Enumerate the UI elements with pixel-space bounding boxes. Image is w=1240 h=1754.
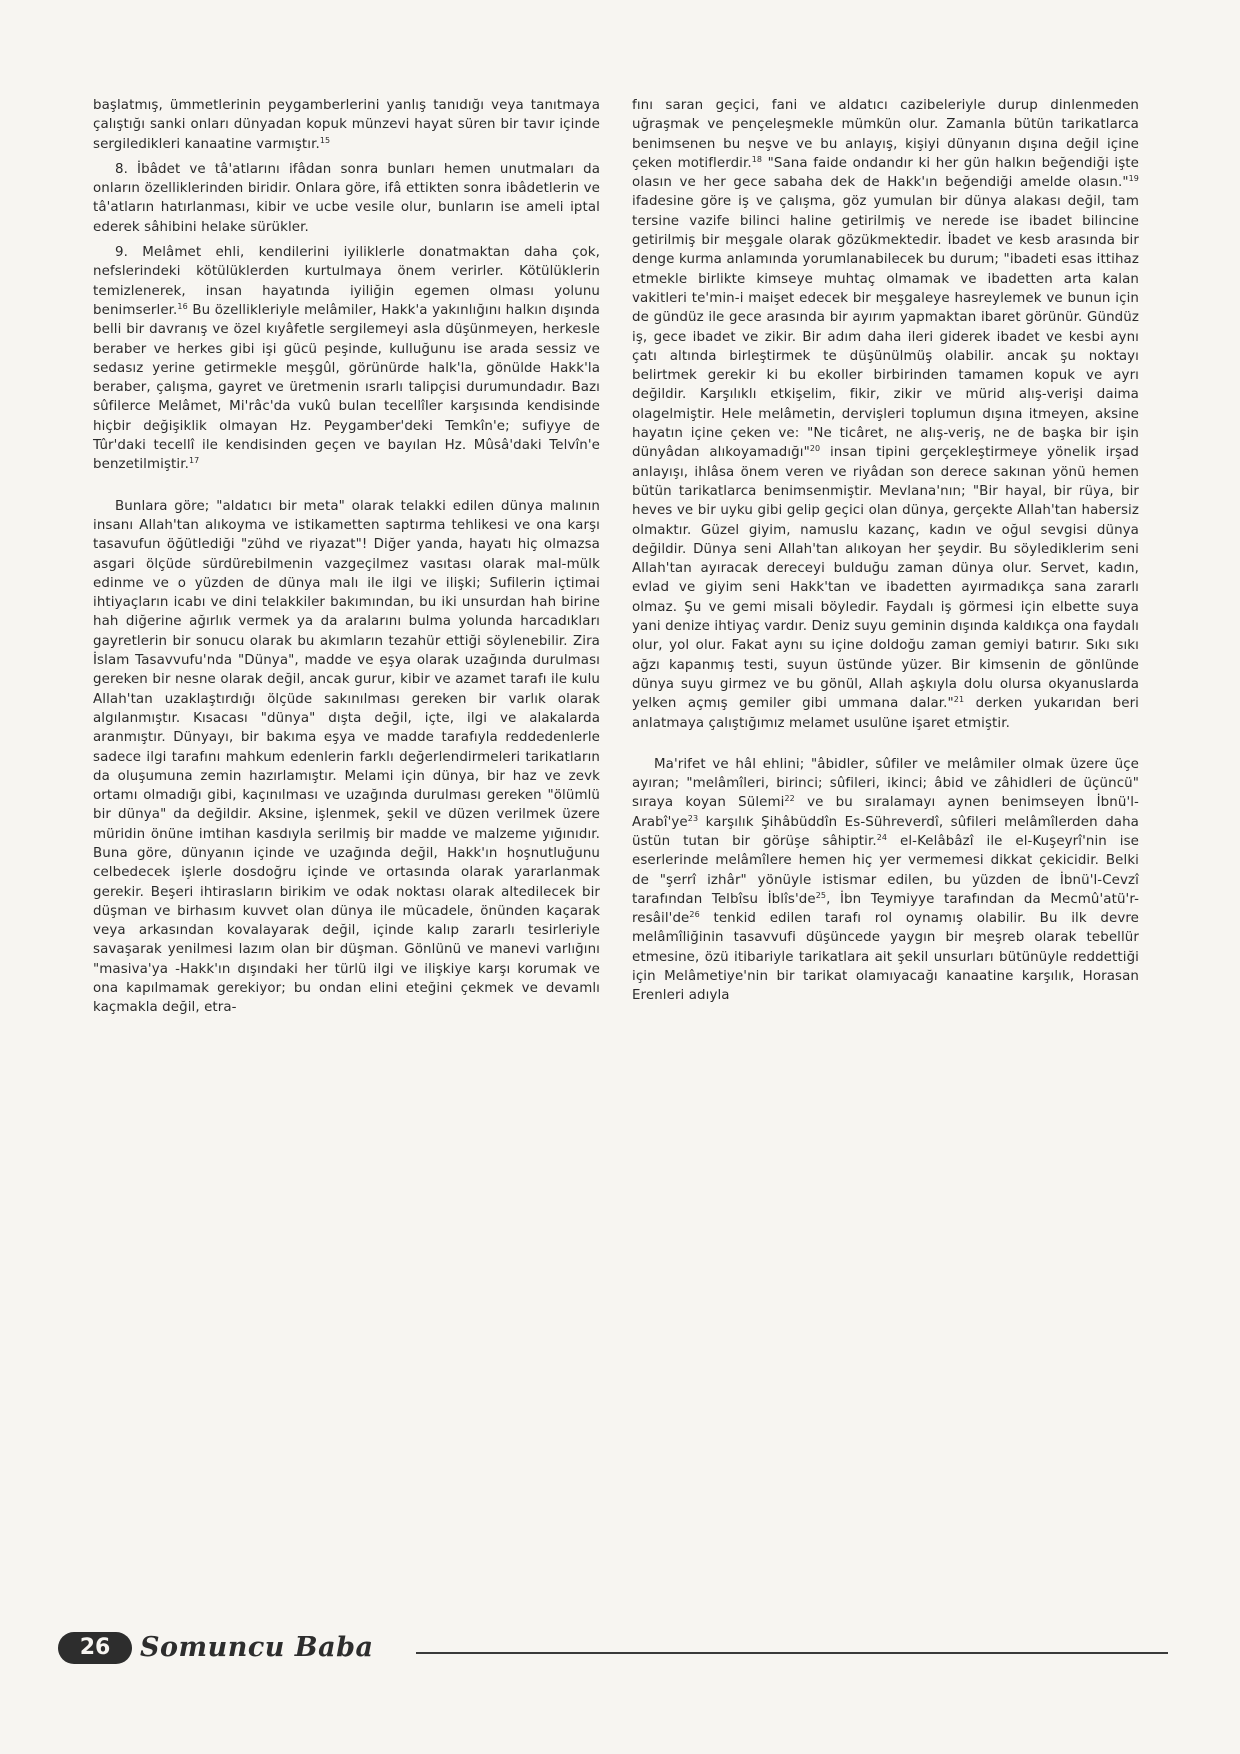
paragraph-text: ifadesine göre iş ve çalışma, göz yumulan bir dünya alakası değil, tam tersine vazife bilinci haline getirilmiş ve nerede ise ibadet bilincine getirilmiş bir meşgale olarak gözükmektedir. İbadet ve kesb arasında bir denge kurma anlamında yorumlanabilecek bu durum; "ibadeti esas ittihaz etmekle birlikte kimseye muhtaç olmamak ve ibadetten arta kalan vakitleri te'min-i maişet edecek bir meşgaleye hasreylemek ve bunun için de gündüz ile gece arasında bir ayırım yapmaktan ibaret görünür. Gündüz iş, gece ibadet ve zikir. Bir adım daha ileri giderek ibadet ve kesbi aynı çatı altında birleştirmek te düşünülmüş olabilir. ancak şu noktayı belirtmek gerekir ki bu ekoller birbirinden tamamen kopuk ve ayrı değildir. Karşılıklı etkişelim, fikir, zikir ve mürid alış-verişi daima olagelmiştir. Hele melâmetin, dervişleri toplumun dışına itmeyen, aksine hayatın içine çeken ve: "Ne ticâret, ne alış-veriş, ne de başka bir işin dünyâdan alıkoyamadığı": [632, 194, 1139, 461]
magazine-title: Somuncu Baba: [140, 1632, 374, 1663]
paragraph-text: 9. Melâmet ehli, kendilerini iyiliklerle donatmaktan daha çok, nefslerindeki kötülüklerden kurtulmaya önem verirler. Kötülüklerin temizlenerek, insan hayatında iyiliğin egemen olması yolunu benimserler.: [93, 245, 600, 318]
footnote-ref: 15: [319, 135, 331, 145]
paragraph-text: el-Kelâbâzî ile el-Kuşeyrî'nin ise eserlerinde melâmîlere hemen hiç yer vermemesi dikkat çekicidir. Belki de "şerrî izhâr" yönüyle istismar edilen, bu yüzden de İbnü'l-Cevzî tarafından Telbîsu İblîs'de: [632, 833, 1139, 907]
footnote-ref: 26: [689, 910, 700, 920]
paragraph: [93, 160, 600, 237]
paragraph-text: tenkid edilen tarafı rol oynamış olabilir. Bu ilk devre melâmîliğinin tasavvufi düşüncede yaygın bir meşreb olarak tebellür etmesine, özü itibariyle tarikatlara ait şekil unsurları bütünüyle reddettiği için Melâmetiye'nin bir tarikat olamıyacağı kanaatine karşılık, Horasan Erenleri adıyla: [632, 911, 1139, 1004]
paragraph-text: fını saran geçici, fani ve aldatıcı cazibeleriyle durup dinlenmeden uğraşmak ve pençeleşmekle mümkün olur. Zamanla bütün tarikatlarca benimsenen bu neşve ve bu anlayış, kişiyi dünyanın dışına değil içine çeken motiflerdir.: [632, 98, 1139, 171]
paragraph-text: başlatmış, ümmetlerinin peygamberlerini yanlış tanıdığı veya tanıtmaya çalıştığı sanki onları dünyadan kopuk münzevi hayat süren bir tavır içinde sergiledikleri kanaatine varmıştır.: [93, 98, 600, 152]
paragraph-text: karşılık Şihâbüddîn Es-Sühreverdî, sûfileri melâmîlerden daha üstün tutan bir görüşe sâhiptir.: [632, 814, 1139, 849]
footnote-ref: 24: [876, 832, 888, 842]
footnote-ref: 18: [751, 154, 763, 164]
paragraph-text: Bu özellikleriyle melâmiler, Hakk'a yakınlığını halkın dışında belli bir davranış ve özel kıyâfetle sergilemeyi asla düşünmeyen, herkesle beraber ve herkes gibi işi gücü peşinde, kulluğunu ise arada sessiz ve sedasız yerine getirmekle meşgûl, görünürde halk'la, gönülde Hakk'la beraber, çalışma, gayret ve üretmenin ısrarlı talipçisi durumundadır. Bazı sûfilerce Melâmet, Mi'râc'da vukû bulan tecellîler karşısında kendisinde hiçbir değişiklik olmayan Hz. Peygamber'deki Temkîn'e; sufiyye de Tûr'daki tecellî ile kendisinden geçen ve bayılan Hz. Mûsâ'daki Telvîn'e benzetilmiştir.: [93, 302, 600, 473]
page-number-badge: 26: [58, 1632, 132, 1664]
paragraph-text: Bunlara göre; "aldatıcı bir meta" olarak telakki edilen dünya malının insanı Allah'tan alıkoyma ve istikametten saptırma tehlikesi ve ona karşı tasavufun öğütlediği "zühd ve riyazat"! Diğer yanda, hayatı hiç olmazsa asgari ölçüde sürdürebilmenin vazgeçilmez vasıtası olarak mal-mülk edinme ve o yüzden de dünya malı ile ilgi ve ilişki; Sufilerin içtimai ihtiyaçların icabı ve dini telakkiler bakımından, bu iki unsurdan hah birine hah diğerine ağırlık vermek ya da aralarını bulma yolunda harcadıkları gayretlerin bir sonucu olarak bu akımların tezahür ettiği söylenebilir. Zira İslam Tasavvufu'nda "Dünya", madde ve eşya olarak uzağında durulması gereken bir nesne olarak değil, ancak gurur, kibir ve azamet tarafı ile kulu Allah'tan uzaklaştırdığı ölçüde sakınılması gereken bir varlık olarak algılanmıştır. Kısacası "dünya" dışta değil, içte, ilgi ve alakalarda aranmıştır. Dünyayı, bir bakıma eşya ve madde tarafıyla reddedenlerle sadece ilgi tarafını mahkum edenlerin farklı değerlendirmeleri tarikatların da oluşumuna zemin hazırlamıştır. Melami için dünya, bir haz ve zevk ortamı olmadığı gibi, kaçınılması ve uzağında durulması gereken "ölümlü bir dünya" da değildir. Aksine, işlenmek, şekil ve düzen verilmek üzere müridin önüne imtihan kasdıyla serilmiş bir madde ve malzeme yığınıdır. Buna göre, dünyanın içinde ve uzağında değil, Hakk'ın hoşnutluğunu celbedecek işlerle dosdoğru içinde ve ortasında olarak yararlanmak gerekir. Beşeri ihtirasların birikim ve odak noktası olarak altedilecek bir düşman ve birhasım kuvvet olan dünya ile mücadele, önünden kaçarak veya arkasından kovalayarak değil, içinde kalıp zararlı tesirleriyle savaşarak yenilmesi lazım olan bir düşman. Gönlünü ve manevi varlığını "masiva'ya -Hakk'ın dışındaki her türlü ilgi ve ilişkiye karşı korumak ve ona kapılmamak gerekiyor; bu ondan elini eteğini çekmek ve devamlı kaçmakla değil, etra-: [93, 498, 600, 1016]
paragraph-text: "Sana faide ondandır ki her gün halkın beğendiği işte olasın ve her gece sabaha dek de Hakk'ın beğendiği amelde olasın.": [632, 155, 1139, 191]
left-column: [93, 96, 600, 1018]
footer-divider: [416, 1652, 1168, 1654]
paragraph: [93, 497, 600, 1018]
page-footer: [58, 1630, 1168, 1670]
footnote-ref: 19: [1128, 174, 1139, 184]
footnote-ref: 22: [784, 794, 795, 804]
paragraph-text: insan tipini gerçekleştirmeye yönelik irşad anlayışı, ihlâsa önem veren ve riyâdan son derece sakınan yönü hemen bütün tarikatlarca benimsenmiştir. Mevlana'nın; "Bir hayal, bir rüya, bir heves ve bir uyku gibi gelip geçici olan dünya, gerçekte Allah'tan habersiz olmaktır. Güzel giyim, namuslu kazanç, kadın ve oğul sevgisi dünya değildir. Dünya seni Allah'tan alıkoyan her şeydir. Bu söylediklerim seni Allah'tan ayıracak dereceyi bulduğu zaman dünya olur. Servet, kadın, evlad ve giyim seni Hakk'tan ve ibadetten ayırmadıkça sana zararlı olmaz. Şu ve gemi misali böyledir. Faydalı iş görmesi için elbette suya yani denize ihtiyaç vardır. Deniz suyu geminin dışında kaldıkça ona faydalı olur, yol olur. Fakat aynı su içine doldoğu zaman gemiyi batırır. Sıkı sıkı ağzı kapanmış testi, suyun üstünde yüzer. Bir kimsenin de gönlünde dünya suyu girmez ve bu gönül, Allah aşkıyla dolu olursa okyanuslarda yelken açmış gemiler gibi ummana dalar.": [632, 445, 1140, 712]
footnote-ref: 21: [953, 695, 965, 705]
footnote-ref: 16: [177, 301, 188, 311]
footnote-ref: 20: [809, 444, 821, 454]
paragraph-text: 8. İbâdet ve tâ'atlarını ifâdan sonra bunları hemen unutmaları da onların özelliklerinden biridir. Onlara göre, ifâ ettikten sonra ibâdetlerin ve tâ'atların hatırlanması, kibir ve ucbe vesile olur, bunların ise ameli iptal ederek sâhibini helake sürükler.: [93, 161, 600, 235]
paragraph: [632, 755, 1139, 1006]
paragraph-text: Ma'rifet ve hâl ehlini; "âbidler, sûfiler ve melâmiler olmak üzere üçe ayıran; "melâmîleri, birinci; sûfileri, ikinci; âbid ve zâhidleri de üçüncü" sıraya koyan Sülemi: [632, 756, 1139, 811]
paragraph-text: derken yukarıdan beri anlatmaya çalıştığımız melamet usulüne işaret etmiştir.: [632, 696, 1139, 731]
footnote-ref: 17: [188, 456, 200, 466]
footnote-ref: 23: [687, 813, 699, 823]
footnote-ref: 25: [815, 890, 827, 900]
paragraph: [93, 96, 600, 154]
paragraph-text: ve bu sıralamayı aynen benimseyen İbnü'l-Arabî'ye: [632, 795, 1139, 830]
paragraph: [93, 243, 600, 475]
paragraph: [632, 96, 1139, 733]
right-column: [632, 96, 1139, 1006]
paragraph-text: , İbn Teymiyye tarafından da Mecmû'atü'r-resâil'de: [632, 891, 1140, 927]
